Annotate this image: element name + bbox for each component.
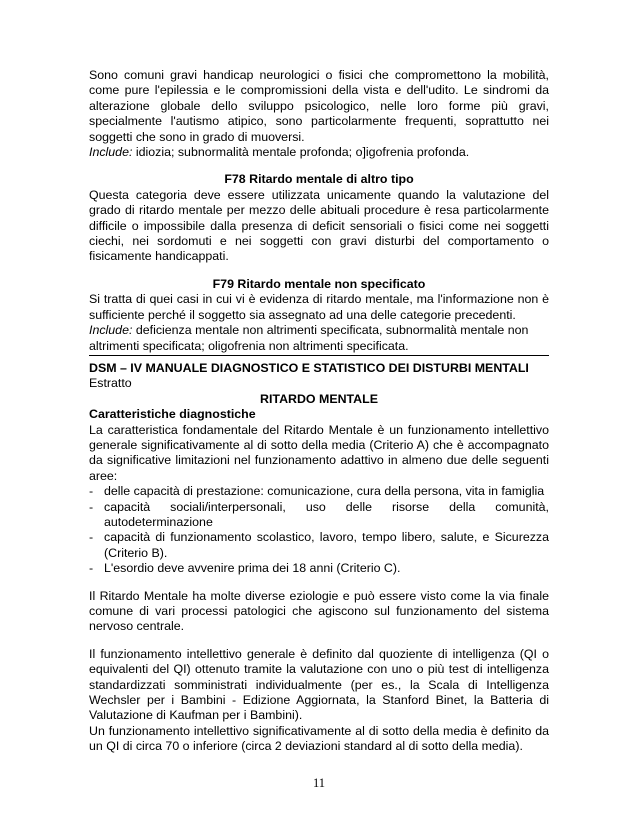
etiology-paragraph: Il Ritardo Mentale ha molte diverse eziologie e può essere visto come la via finale comune di vari processi patologici che agiscono sul funzionamento del sistema nervoso centrale. xyxy=(89,588,549,634)
criteria-list xyxy=(89,484,549,576)
page-number: 11 xyxy=(312,776,326,790)
f79-body: Si tratta di quei casi in cui vi è evidenza di ritardo mentale, ma l'informazione non è sufficiente perché il soggetto sia assegnato ad una delle categorie precedenti. xyxy=(89,292,549,322)
diag-body: La caratteristica fondamentale del Ritardo Mentale è un funzionamento intellettivo generale significativamente al di sotto della media (Criterio A) che è accompagnato da significative limitazioni nel funzionamento adattivo in almeno due delle seguenti aree: xyxy=(89,422,549,483)
f79-heading: F79 Ritardo mentale non specificato xyxy=(212,276,426,291)
page-content xyxy=(89,68,549,755)
diag-heading: Caratteristiche diagnostiche xyxy=(89,407,256,422)
f79-include-label: Include: xyxy=(89,323,133,338)
include-line xyxy=(89,145,549,160)
iq-paragraph: Il funzionamento intellettivo generale è definito dal quoziente di intelligenza (QI o equivalenti del QI) ottenuto tramite la valutazione con uno o più test di intelligenza standardizzati somministrati individualmente (per es., la Scala di Intelligenza Wechsler per i Bambini - Edizione Aggiornata, la Stanford Binet, la Batteria di Valutazione di Kaufman per i Bambini). xyxy=(89,646,549,723)
intro-paragraph: Sono comuni gravi handicap neurologici o fisici che compromettono la mobilità, come pure l'epilessia e le compromissioni della vista e dell'udito. Le sindromi da alterazione globale dello sviluppo psicologico, nelle loro forme più gravi, specialmente l'autismo atipico, sono particolarmente frequenti, soprattutto nei soggetti che sono in grado di muoversi. xyxy=(89,68,549,144)
f78-body: Questa categoria deve essere utilizzata unicamente quando la valutazione del grado di ritardo mentale per mezzo delle abituali procedure è resa particolarmente difficile o impossibile dalla presenza di deficit sensoriali o fisici come nei soggetti ciechi, nei sordomuti e nei soggetti con gravi disturbi del comportamento o fisicamente handicappati. xyxy=(89,187,549,264)
include-label: Include: xyxy=(89,145,133,160)
f79-include-line xyxy=(89,323,549,354)
below-average-paragraph: Un funzionamento intellettivo significativamente al di sotto della media è definito da un QI di circa 70 o inferiore (circa 2 deviazioni standard al di sotto della media). xyxy=(89,723,549,754)
list-item: - capacità sociali/interpersonali, uso delle risorse della comunità, autodeterminazione xyxy=(89,500,549,531)
f78-heading: F78 Ritardo mentale di altro tipo xyxy=(224,172,414,187)
f79-include-text: deficienza mentale non altrimenti specificata, subnormalità mentale non altrimenti specificata; oligofrenia non altrimenti specificata. xyxy=(89,323,529,353)
section-divider xyxy=(89,355,549,356)
ritardo-heading: RITARDO MENTALE xyxy=(260,391,378,406)
list-item: - capacità di funzionamento scolastico, lavoro, tempo libero, salute, e Sicurezza (Criterio B). xyxy=(89,530,549,561)
list-item: - L'esordio deve avvenire prima dei 18 anni (Criterio C). xyxy=(89,561,549,576)
list-item: - delle capacità di prestazione: comunicazione, cura della persona, vita in famiglia xyxy=(89,484,549,499)
dsm-title: DSM – IV MANUALE DIAGNOSTICO E STATISTICO DEI DISTURBI MENTALI xyxy=(89,360,529,375)
include-text: idiozia; subnormalità mentale profonda; o]igofrenia profonda. xyxy=(132,145,470,160)
dsm-subtitle: Estratto xyxy=(89,376,132,391)
